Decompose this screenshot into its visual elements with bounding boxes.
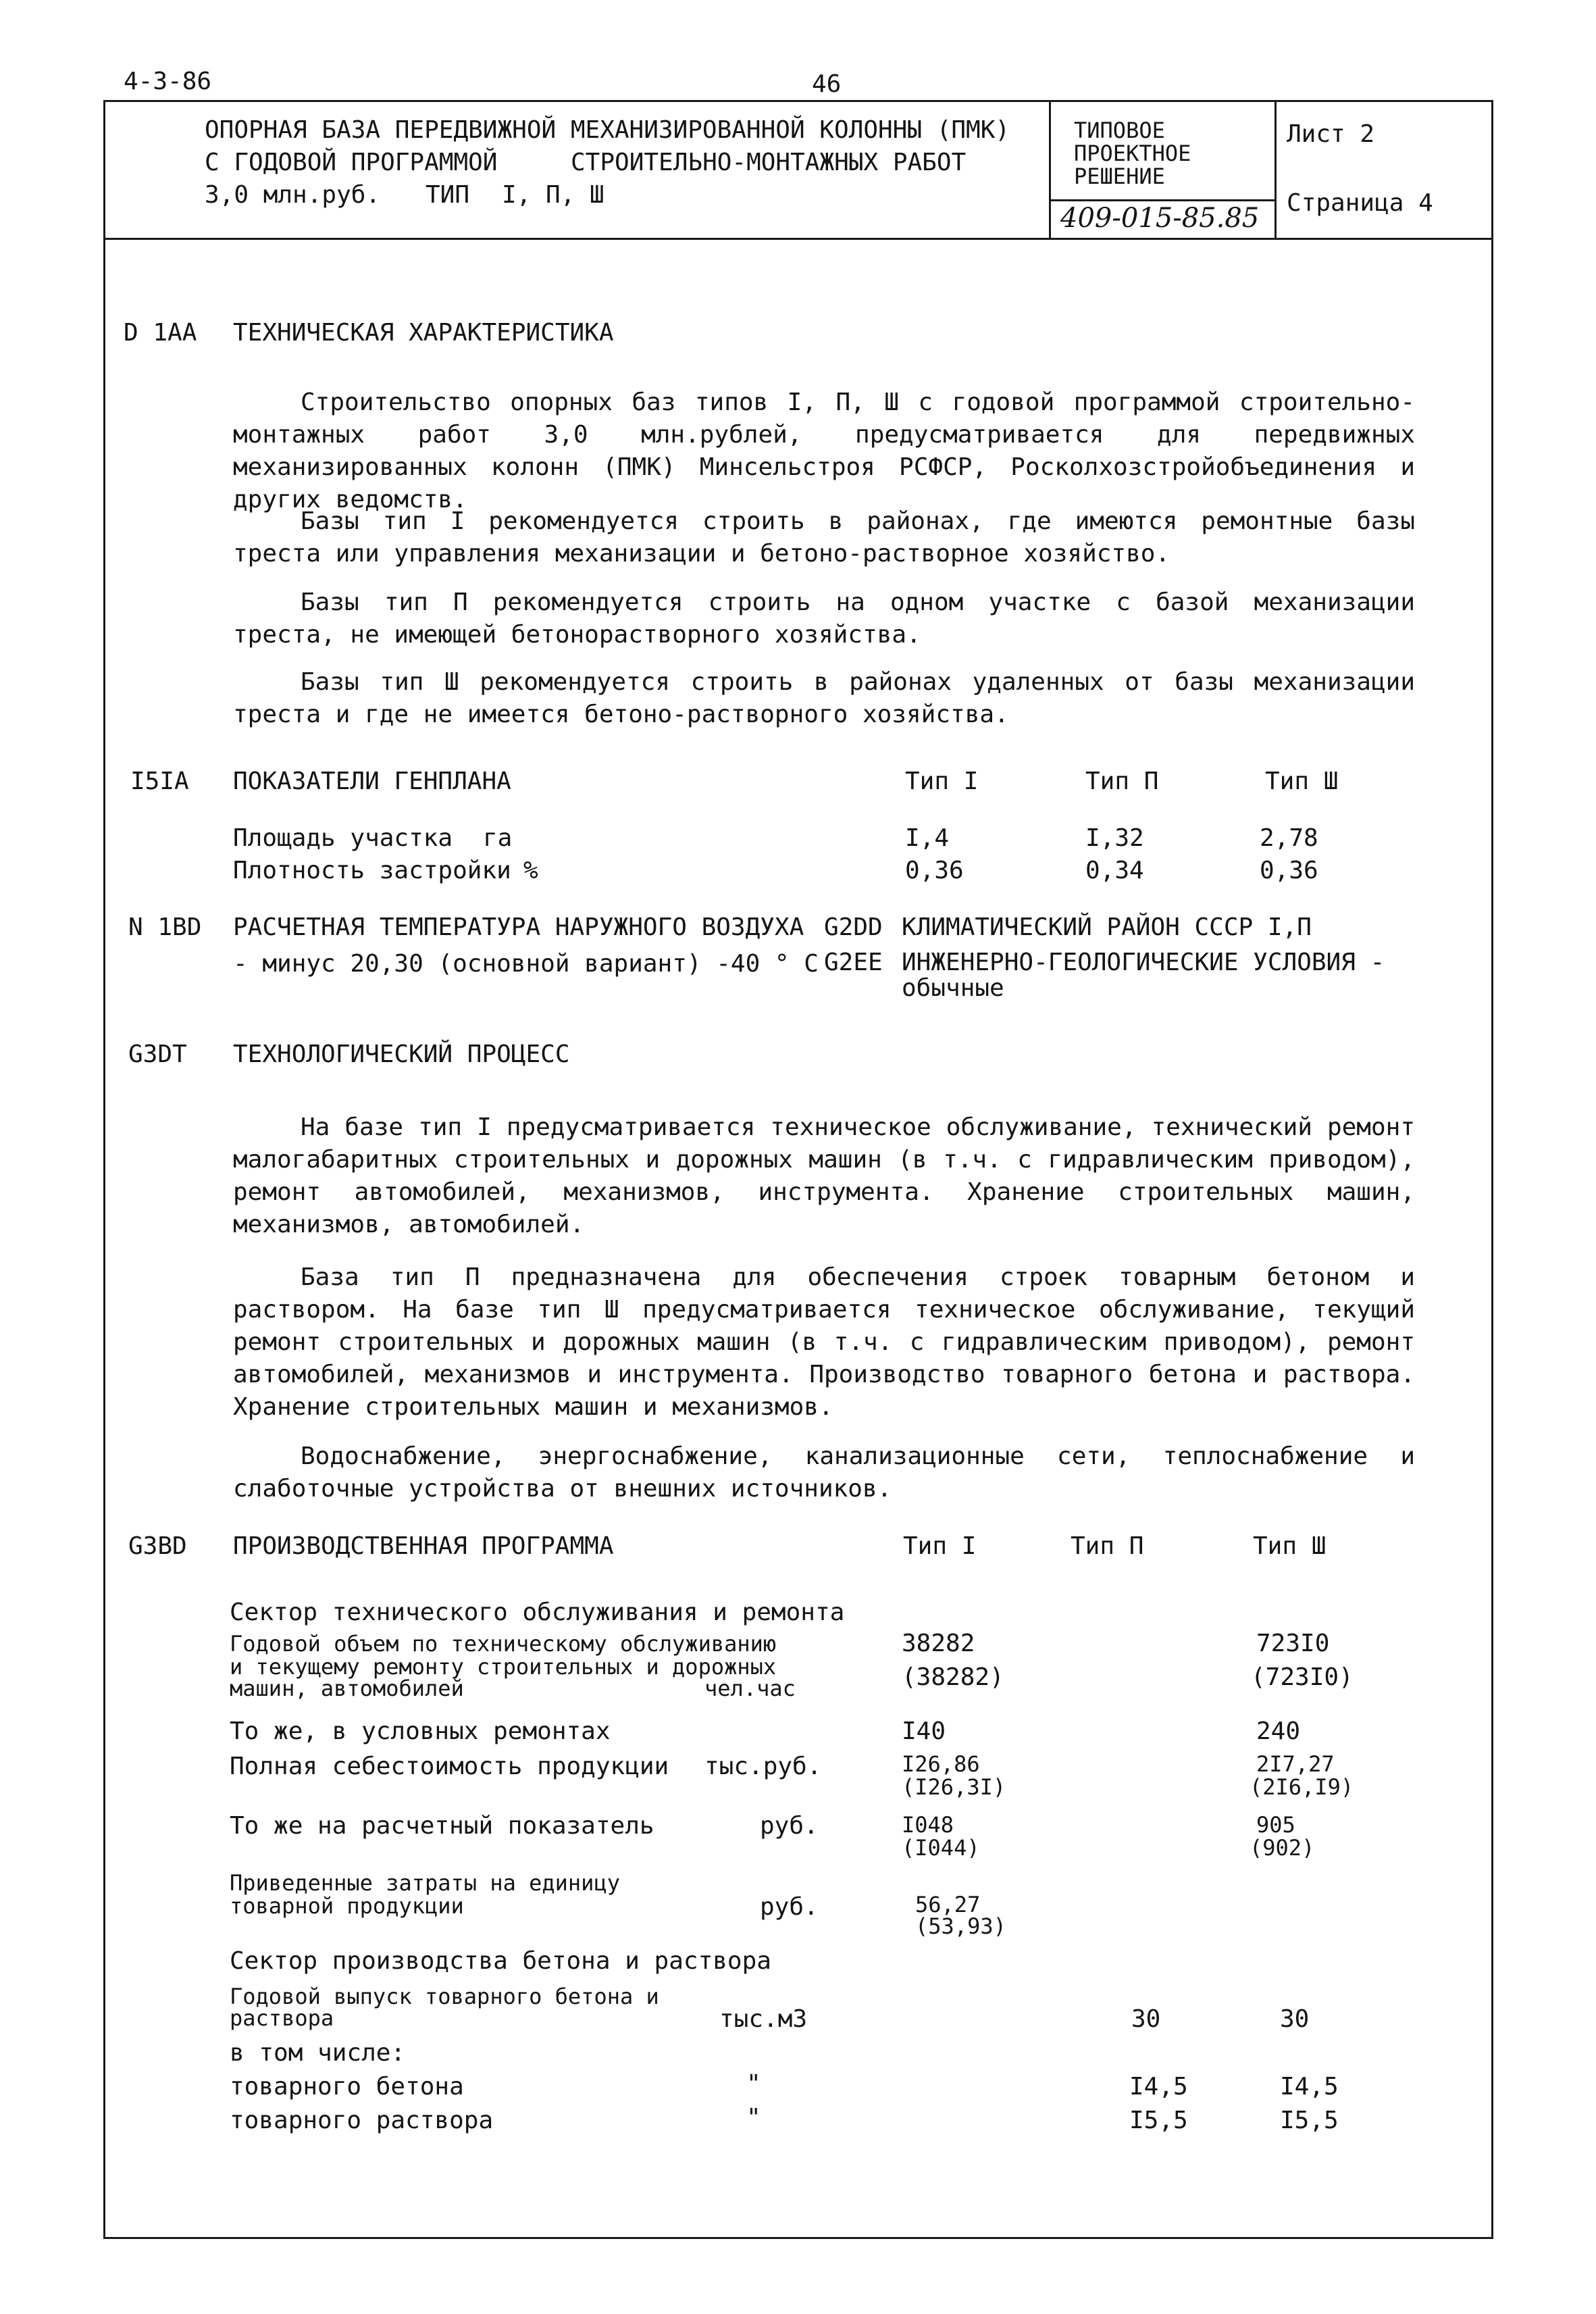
row-unit: чел.час — [704, 1676, 796, 1701]
genplan-row-unit: га — [483, 824, 513, 852]
temperature-title: РАСЧЕТНАЯ ТЕМПЕРАТУРА НАРУЖНОГО ВОЗДУХА — [233, 913, 804, 941]
genplan-row-unit: % — [523, 857, 538, 884]
section-code-temperature: N 1BD — [128, 913, 202, 941]
value-type3: 2I7,27 — [1256, 1751, 1335, 1777]
value-type3-alt: (723I0) — [1251, 1663, 1354, 1691]
value-type1: I26,86 — [902, 1751, 980, 1777]
row-label: Полная себестоимость продукции — [230, 1753, 669, 1780]
value-type3: 240 — [1256, 1717, 1301, 1745]
genplan-value-type2: 0,34 — [1085, 857, 1144, 884]
row-label: То же, в условных ремонтах — [230, 1717, 611, 1745]
value-type1: I048 — [902, 1812, 954, 1838]
row-label: машин, автомобилей — [230, 1676, 464, 1701]
row-label: Годовой выпуск товарного бетона и — [230, 1984, 659, 2009]
typical-label-3: РЕШЕНИЕ — [1074, 164, 1165, 189]
section-code-genplan: I5IA — [130, 768, 189, 795]
genplan-col-3: Тип Ш — [1265, 768, 1339, 795]
genplan-row-label: Площадь участка — [233, 824, 453, 852]
section-title-genplan: ПОКАЗАТЕЛИ ГЕНПЛАНА — [233, 768, 511, 795]
value-type3-alt: (2I6,I9) — [1250, 1774, 1354, 1800]
title-line-3b: ТИП — [426, 181, 470, 209]
tech-paragraph-3: Базы тип П рекомендуется строить на одном участке с базой механизации треста, не имеющей бетонорастворного хозяйства. — [233, 588, 1415, 649]
page-label: Страница 4 — [1287, 189, 1433, 217]
genplan-value-type2: I,32 — [1085, 824, 1144, 852]
value-type3-alt: (902) — [1250, 1835, 1315, 1861]
value-type1: I40 — [902, 1717, 946, 1745]
process-paragraph-3: Водоснабжение, энергоснабжение, канализационные сети, теплоснабжение и слаботочные устройства от внешних источников. — [233, 1442, 1415, 1503]
value-type1-alt: (53,93) — [915, 1913, 1006, 1939]
genplan-value-type1: I,4 — [905, 824, 950, 852]
climate-region: КЛИМАТИЧЕСКИЙ РАЙОН СССР I,П — [902, 913, 1312, 941]
row-unit: " — [746, 2104, 761, 2132]
typical-label-1: ТИПОВОЕ — [1074, 118, 1165, 143]
row-unit: руб. — [760, 1893, 819, 1921]
row-label: Годовой объем по техническому обслуживанию — [230, 1631, 777, 1657]
program-col-2: Тип П — [1071, 1532, 1144, 1560]
title-line-2a: С ГОДОВОЙ ПРОГРАММОЙ — [205, 149, 498, 176]
title-line-3c: I, П, Ш — [502, 181, 604, 209]
tech-paragraph-4: Базы тип Ш рекомендуется строить в районах удаленных от базы механизации треста и где не имеется бетоно-растворного хозяйства. — [233, 668, 1415, 728]
row-unit: " — [746, 2070, 761, 2098]
value-type1: 38282 — [902, 1630, 975, 1657]
sector-heading-service: Сектор технического обслуживания и ремонта — [230, 1599, 845, 1626]
title-line-3a: 3,0 млн.руб. — [205, 181, 381, 209]
title-line-2b: СТРОИТЕЛЬНО-МОНТАЖНЫХ РАБОТ — [571, 149, 967, 176]
title-block-divider — [103, 238, 1493, 240]
section-code-program: G3BD — [128, 1532, 187, 1560]
value-type2: I4,5 — [1129, 2073, 1188, 2101]
process-paragraph-1: На базе тип I предусматривается техническое обслуживание, технический ремонт малогабаритных строительных и дорожных машин (в т.ч. с гидравлическим приводом), ремонт автомобилей, механизмов, инструмента. Хранение строительных машин, механизмов, автомобилей. — [233, 1113, 1415, 1238]
section-code-geology: G2EE — [824, 949, 883, 976]
title-block-vline-2 — [1275, 100, 1277, 239]
genplan-value-type1: 0,36 — [905, 857, 964, 884]
value-type1: 56,27 — [915, 1892, 981, 1917]
row-label: товарного бетона — [230, 2073, 464, 2101]
section-title-program: ПРОИЗВОДСТВЕННАЯ ПРОГРАММА — [233, 1532, 614, 1560]
genplan-value-type3: 0,36 — [1260, 857, 1318, 884]
sector-heading-concrete: Сектор производства бетона и раствора — [230, 1947, 771, 1975]
geology-conditions: ИНЖЕНЕРНО-ГЕОЛОГИЧЕСКИЕ УСЛОВИЯ - — [902, 949, 1385, 976]
row-label: и текущему ремонту строительных и дорожных — [230, 1654, 777, 1680]
program-col-1: Тип I — [903, 1532, 977, 1560]
genplan-value-type3: 2,78 — [1260, 824, 1318, 852]
project-number: 409-015-85.85 — [1060, 203, 1260, 234]
title-line-1: ОПОРНАЯ БАЗА ПЕРЕДВИЖНОЙ МЕХАНИЗИРОВАННОЙ КОЛОННЫ (ПМК) — [205, 116, 1010, 144]
tech-paragraph-2: Базы тип I рекомендуется строить в районах, где имеются ремонтные базы треста или управления механизации и бетоно-растворное хозяйство. — [233, 507, 1415, 568]
row-unit: руб. — [760, 1812, 819, 1840]
value-type3: 30 — [1280, 2005, 1310, 2033]
including-label: в том числе: — [230, 2039, 406, 2067]
temperature-value: - минус 20,30 (основной вариант) -40 ° С — [233, 950, 819, 978]
process-paragraph-2: База тип П предназначена для обеспечения строек товарным бетоном и раствором. На базе тип Ш предусматривается техническое обслуживание, текущий ремонт строительных и дорожных машин (в т.ч. с гидравлическим приводом), ремонт автомобилей, механизмов и инструмента. Производство товарного бетона и раствора. Хранение строительных машин и механизмов. — [233, 1263, 1415, 1421]
tech-paragraph-1: Строительство опорных баз типов I, П, Ш с годовой программой строительно-монтажных работ 3,0 млн.рублей, предусматривается для передвижных механизированных колонн (ПМК) Минсельстроя РСФСР, Росколхозстройобъединения и других ведомств. — [233, 388, 1415, 513]
project-number-line — [1049, 199, 1276, 201]
section-title-tech: ТЕХНИЧЕСКАЯ ХАРАКТЕРИСТИКА — [233, 319, 614, 347]
title-block-vline-1 — [1049, 100, 1051, 239]
genplan-col-1: Тип I — [905, 768, 979, 795]
value-type1-alt: (I26,3I) — [902, 1774, 1006, 1800]
section-code-tech: D 1AA — [124, 319, 197, 347]
section-title-process: ТЕХНОЛОГИЧЕСКИЙ ПРОЦЕСС — [233, 1040, 570, 1068]
value-type3: I5,5 — [1280, 2107, 1339, 2134]
sheet-label: Лист 2 — [1287, 120, 1375, 148]
document-code: 4-3-86 — [124, 68, 212, 95]
value-type1-alt: (38282) — [902, 1663, 1004, 1691]
section-code-process: G3DT — [128, 1040, 187, 1068]
value-type1-alt: (I044) — [902, 1835, 980, 1861]
row-label: товарного раствора — [230, 2107, 494, 2134]
row-unit: тыс.м3 — [719, 2005, 808, 2033]
value-type3: 723I0 — [1256, 1630, 1330, 1657]
value-type2: 30 — [1131, 2005, 1161, 2033]
value-type2: I5,5 — [1129, 2107, 1188, 2134]
geology-conditions-value: обычные — [902, 974, 1004, 1002]
genplan-row-label: Плотность застройки — [233, 857, 511, 884]
value-type3: 905 — [1256, 1812, 1295, 1838]
page-number: 46 — [812, 70, 842, 98]
program-col-3: Тип Ш — [1253, 1532, 1327, 1560]
typical-label-2: ПРОЕКТНОЕ — [1074, 141, 1191, 166]
row-unit: тыс.руб. — [704, 1753, 822, 1780]
row-label: То же на расчетный показатель — [230, 1812, 654, 1840]
row-label: Приведенные затраты на единицу — [230, 1870, 620, 1896]
row-label: раствора — [230, 2005, 334, 2031]
row-label: товарной продукции — [230, 1893, 464, 1919]
genplan-col-2: Тип П — [1085, 768, 1159, 795]
value-type3: I4,5 — [1280, 2073, 1339, 2101]
section-code-climate: G2DD — [824, 913, 883, 941]
